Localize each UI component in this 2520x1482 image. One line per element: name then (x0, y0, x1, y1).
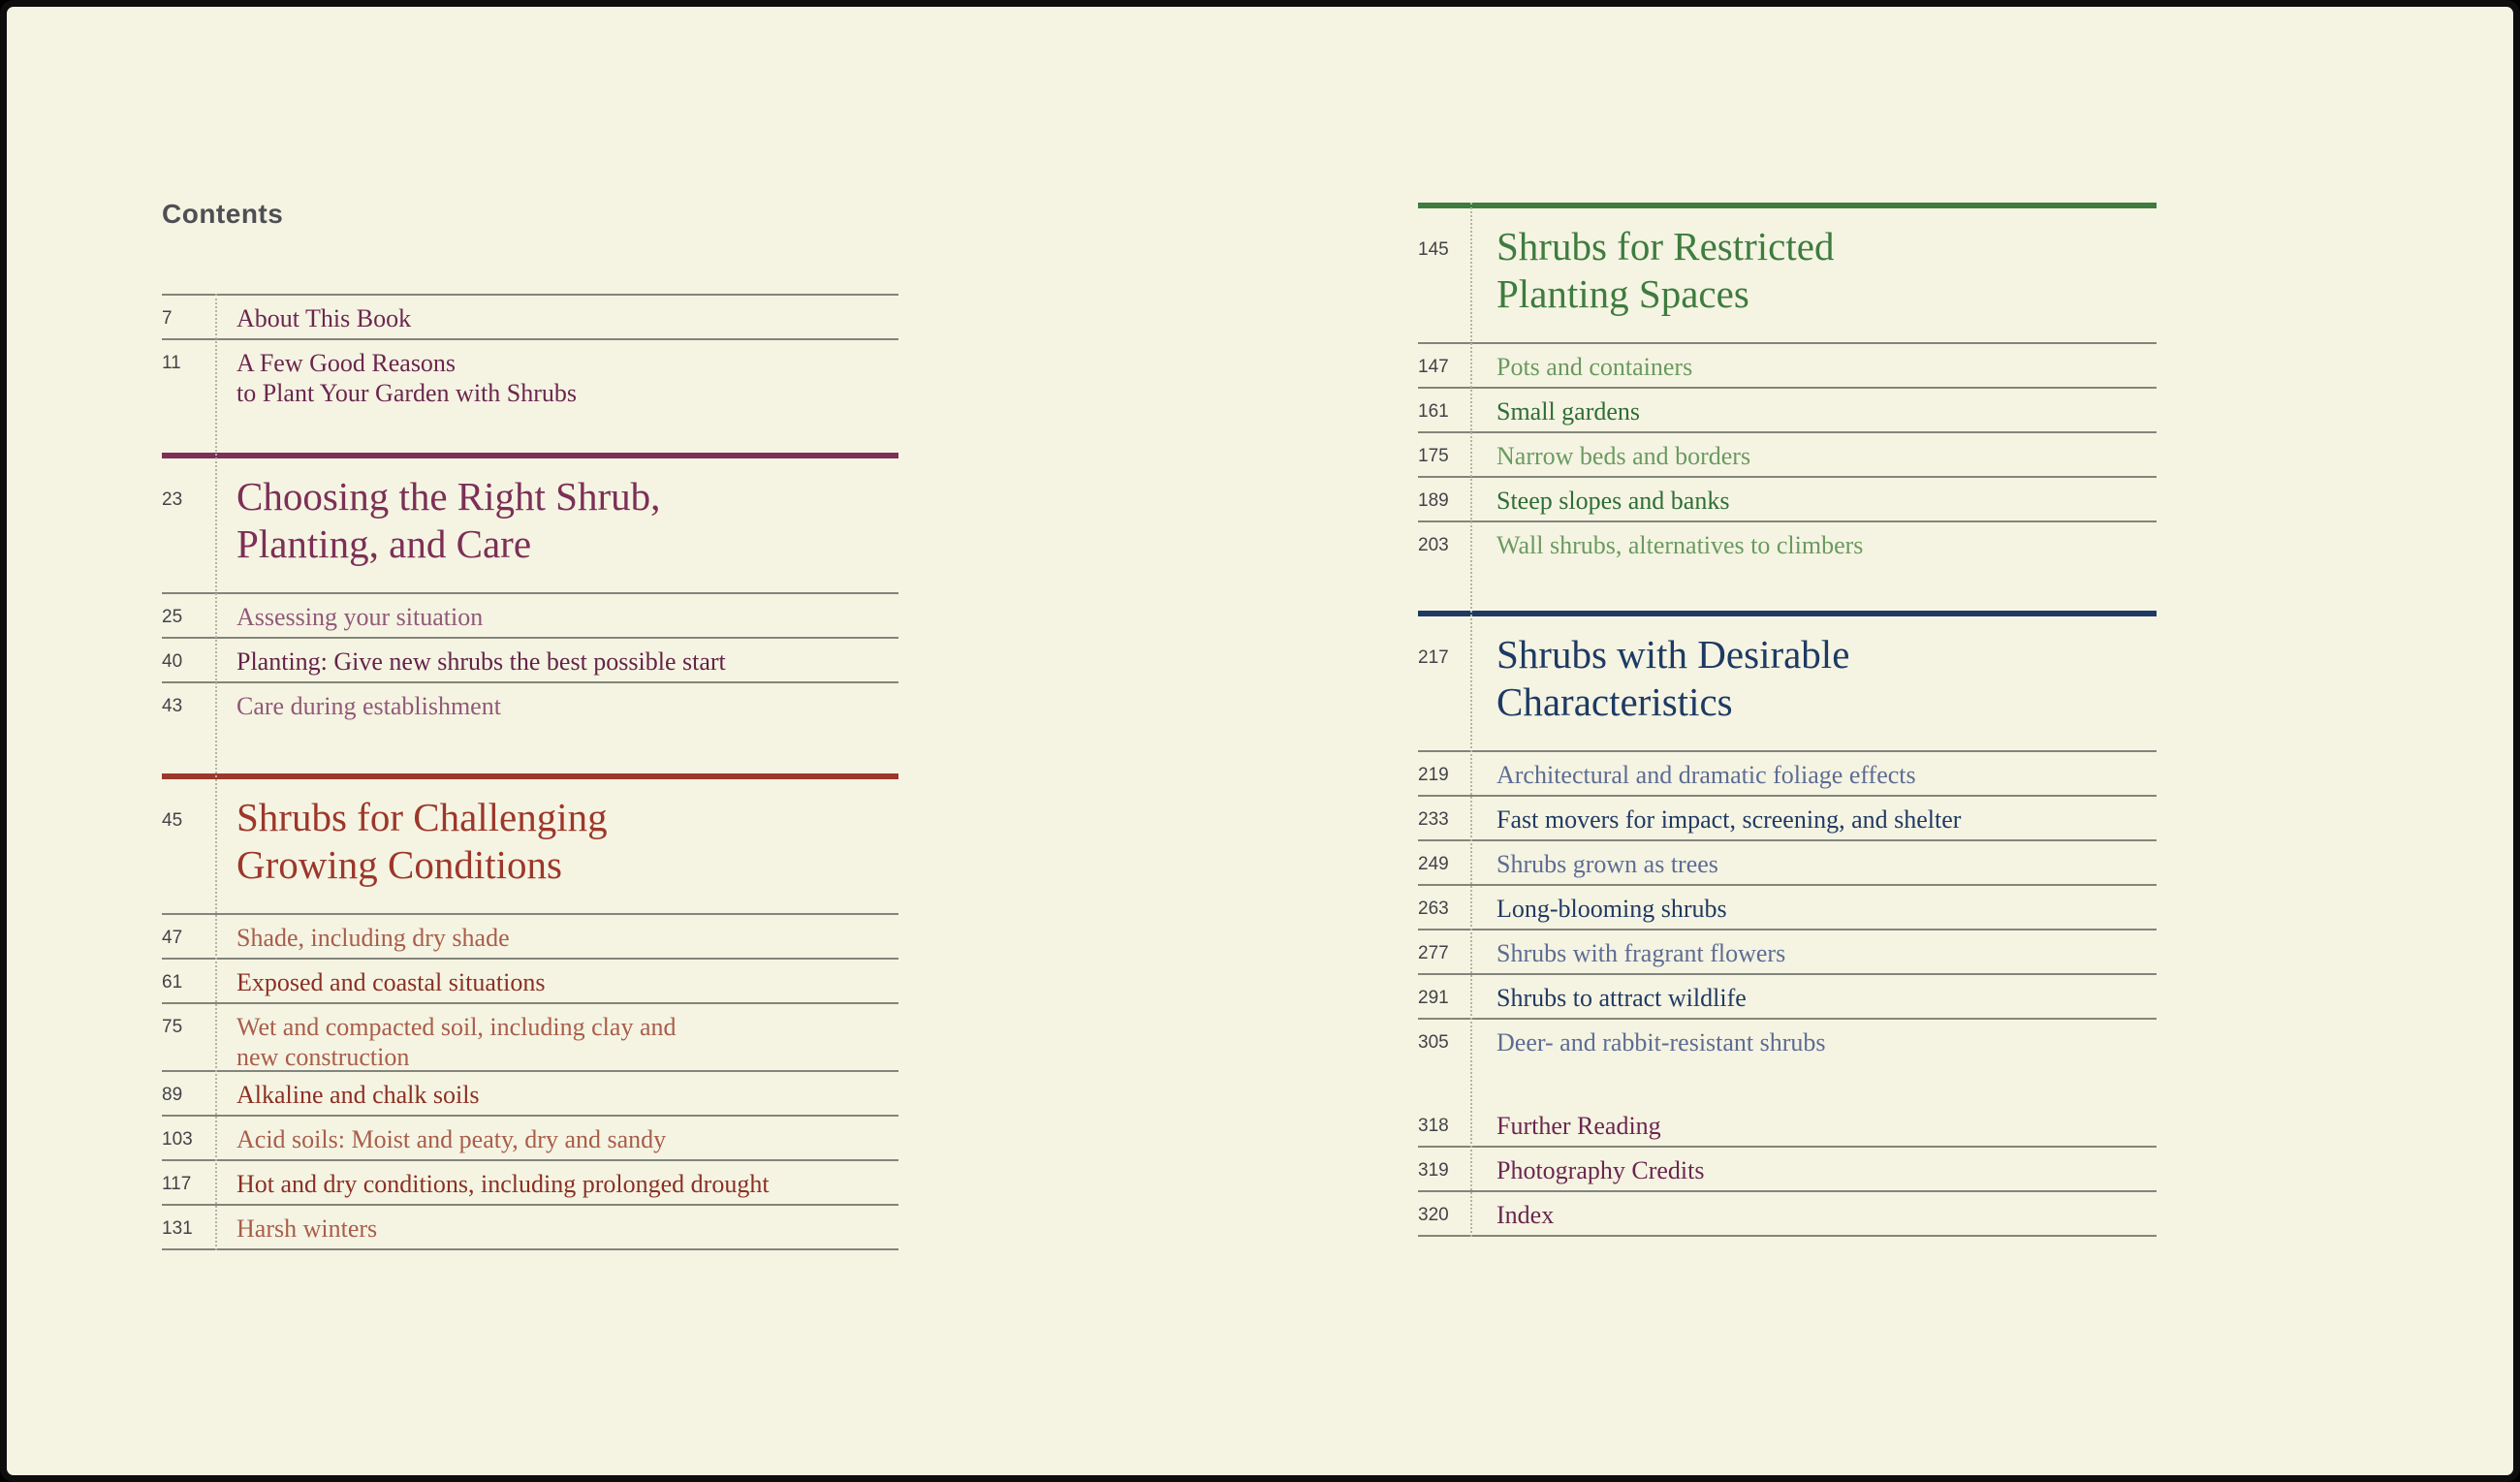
toc-entry-row (1418, 1192, 2157, 1237)
toc-entry-row (162, 1161, 898, 1206)
toc-right-column (1418, 203, 2157, 1237)
toc-entry-row (162, 915, 898, 960)
entry-title: Exposed and coastal situations (236, 968, 546, 996)
toc-section-choosing (162, 453, 898, 728)
entry-title: Pots and containers (1496, 353, 1693, 381)
page-number: 249 (1418, 854, 1449, 874)
section-heading: Choosing the Right Shrub, Planting, and Care (236, 474, 661, 566)
page-number: 319 (1418, 1160, 1449, 1181)
page-number: 131 (162, 1218, 193, 1239)
page-number: 320 (1418, 1205, 1449, 1225)
entry-title: Shade, including dry shade (236, 924, 510, 952)
entry-title: Acid soils: Moist and peaty, dry and sandy (236, 1125, 667, 1153)
toc-entry-row (162, 1072, 898, 1117)
page-number: 233 (1418, 809, 1449, 830)
toc-left-column (162, 294, 898, 1250)
toc-entry-row (162, 683, 898, 728)
page-number: 45 (162, 810, 183, 831)
toc-entry-row (1418, 344, 2157, 389)
section-header-row (1418, 208, 2157, 344)
page-number: 75 (162, 1017, 183, 1037)
page-number: 89 (162, 1085, 183, 1105)
page-number: 7 (162, 308, 173, 329)
toc-entry-row (162, 639, 898, 683)
entry-title: Hot and dry conditions, including prolonged drought (236, 1170, 770, 1198)
page-title: Contents (162, 199, 284, 229)
page-number: 25 (162, 607, 183, 627)
toc-entry-row (162, 1206, 898, 1250)
page-number: 175 (1418, 446, 1449, 466)
toc-entry-row (162, 340, 898, 422)
entry-title: Wet and compacted soil, including clay and new construction (236, 1013, 677, 1071)
entry-title: Steep slopes and banks (1496, 487, 1730, 515)
page-number: 61 (162, 972, 183, 993)
entry-title: A Few Good Reasons to Plant Your Garden with Shrubs (236, 349, 578, 407)
page-number: 263 (1418, 899, 1449, 919)
page-number: 203 (1418, 535, 1449, 555)
toc-entry-row (162, 960, 898, 1004)
section-heading: Shrubs for Challenging Growing Conditions (236, 795, 608, 887)
toc-entry-row (1418, 1020, 2157, 1064)
page-number: 43 (162, 696, 183, 716)
page-number: 103 (162, 1129, 193, 1150)
toc-entry-row (1418, 975, 2157, 1020)
entry-title: Small gardens (1496, 397, 1641, 426)
entry-title: Deer- and rabbit-resistant shrubs (1496, 1028, 1826, 1056)
section-heading: Shrubs for Restricted Planting Spaces (1496, 224, 1835, 316)
toc-entry-row (1418, 886, 2157, 930)
toc-entry-row (162, 1117, 898, 1161)
entry-title: Index (1496, 1201, 1555, 1229)
toc-entry-row (1418, 1103, 2157, 1148)
toc-section-restricted (1418, 203, 2157, 567)
page-number: 23 (162, 489, 183, 510)
entry-title: Harsh winters (236, 1214, 378, 1243)
section-header-row (162, 779, 898, 915)
entry-title: Further Reading (1496, 1112, 1661, 1140)
page-number: 161 (1418, 401, 1449, 422)
page-number: 117 (162, 1174, 192, 1194)
page-number: 219 (1418, 765, 1449, 785)
toc-entry-row (162, 296, 898, 340)
entry-title: Long-blooming shrubs (1496, 895, 1727, 923)
entry-title: Shrubs with fragrant flowers (1496, 939, 1786, 967)
entry-title: Architectural and dramatic foliage effects (1496, 761, 1916, 789)
toc-entry-row (1418, 522, 2157, 567)
entry-title: About This Book (236, 304, 412, 332)
entry-title: Photography Credits (1496, 1156, 1705, 1184)
entry-title: Planting: Give new shrubs the best possible start (236, 647, 726, 676)
entry-title: Fast movers for impact, screening, and shelter (1496, 805, 1962, 834)
toc-entry-row (1418, 433, 2157, 478)
section-heading: Shrubs with Desirable Characteristics (1496, 632, 1850, 724)
section-header-row (1418, 616, 2157, 752)
page-number: 305 (1418, 1032, 1449, 1053)
page-number: 291 (1418, 988, 1449, 1008)
entry-title: Narrow beds and borders (1496, 442, 1751, 470)
page-number: 145 (1418, 239, 1449, 260)
page-number: 147 (1418, 357, 1449, 377)
entry-title: Assessing your situation (236, 603, 484, 631)
toc-entry-row (1418, 389, 2157, 433)
front-matter-block (162, 294, 898, 422)
page-number: 47 (162, 928, 183, 948)
entry-title: Alkaline and chalk soils (236, 1081, 480, 1109)
back-matter-block (1418, 1103, 2157, 1237)
toc-entry-row (1418, 841, 2157, 886)
entry-title: Care during establishment (236, 692, 501, 720)
entry-title: Shrubs grown as trees (1496, 850, 1718, 878)
page-number: 189 (1418, 490, 1449, 511)
entry-title: Wall shrubs, alternatives to climbers (1496, 531, 1864, 559)
page-number: 318 (1418, 1116, 1449, 1136)
page-number: 40 (162, 651, 183, 672)
dotted-divider (1470, 203, 1472, 1237)
page-number: 11 (162, 353, 181, 373)
toc-section-challenging (162, 773, 898, 1250)
toc-entry-row (162, 1004, 898, 1072)
toc-section-desirable (1418, 611, 2157, 1064)
dotted-divider (215, 294, 217, 1250)
entry-title: Shrubs to attract wildlife (1496, 984, 1747, 1012)
section-header-row (162, 458, 898, 594)
page-number: 217 (1418, 647, 1449, 668)
page-number: 277 (1418, 943, 1449, 963)
toc-entry-row (1418, 797, 2157, 841)
toc-entry-row (1418, 752, 2157, 797)
toc-entry-row (1418, 478, 2157, 522)
toc-entry-row (1418, 930, 2157, 975)
toc-entry-row (1418, 1148, 2157, 1192)
toc-entry-row (162, 594, 898, 639)
